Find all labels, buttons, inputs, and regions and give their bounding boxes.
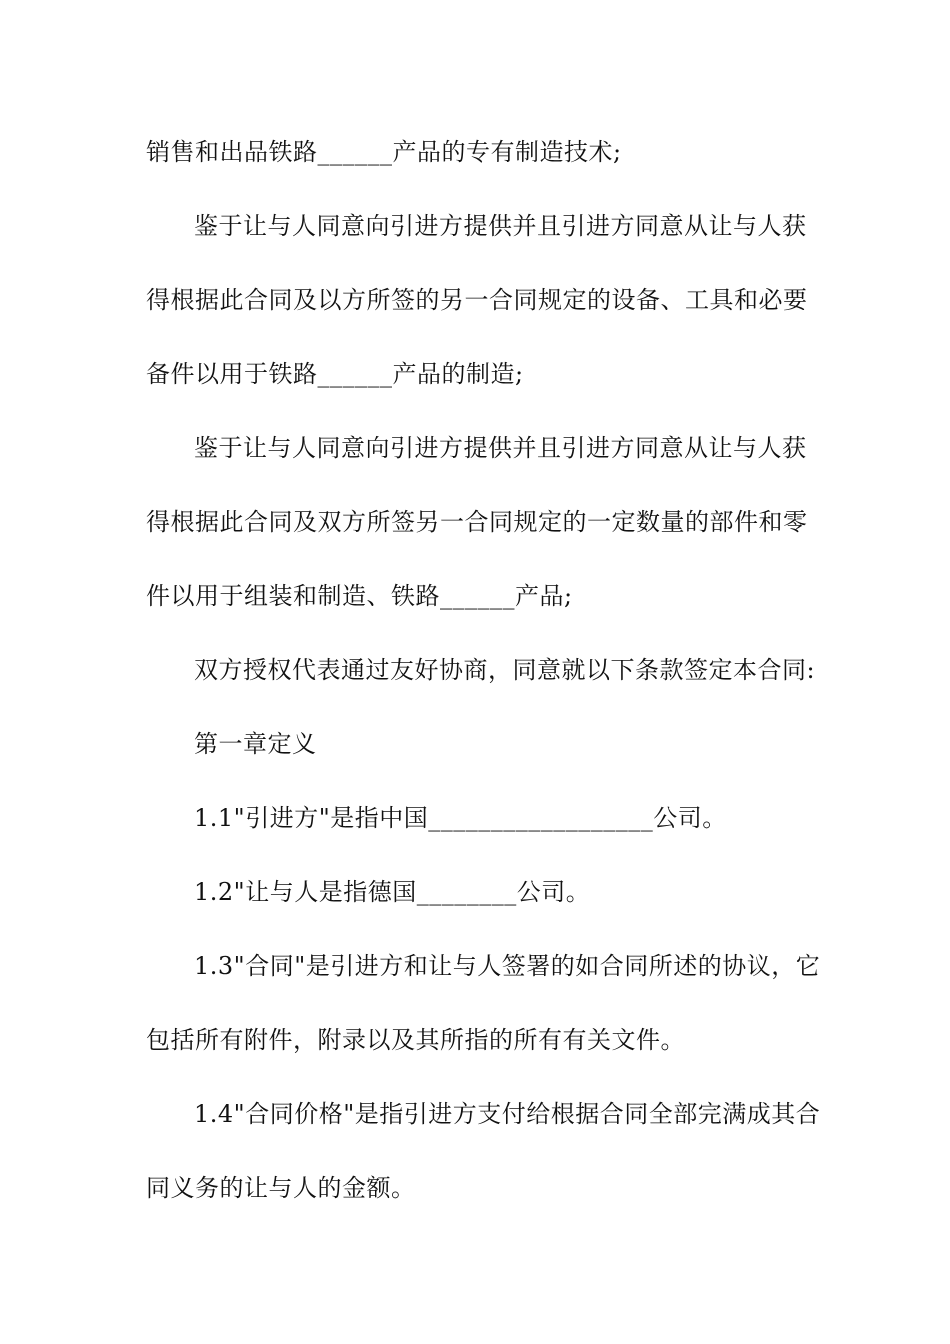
paragraph-start: 鉴于让与人同意向引进方提供并且引进方同意从让与人获 xyxy=(194,434,807,462)
text-line: 同义务的让与人的金额。 xyxy=(146,1174,416,1202)
definition-1-4: 1.4"合同价格"是指引进方支付给根据合同全部完满成其合 xyxy=(194,1100,821,1128)
section-heading: 第一章定义 xyxy=(194,730,317,758)
definition-1-2: 1.2"让与人是指德国________公司。 xyxy=(194,878,591,906)
text-line: 得根据此合同及双方所签另一合同规定的一定数量的部件和零 xyxy=(146,508,808,536)
text-line: 包括所有附件，附录以及其所指的所有有关文件。 xyxy=(146,1026,685,1054)
text-line: 销售和出品铁路______产品的专有制造技术; xyxy=(146,138,622,166)
definition-1-3: 1.3"合同"是引进方和让与人签署的如合同所述的协议，它 xyxy=(194,952,821,980)
definition-1-1: 1.1"引进方"是指中国__________________公司。 xyxy=(194,804,727,832)
text-line: 备件以用于铁路______产品的制造; xyxy=(146,360,524,388)
text-line: 得根据此合同及以方所签的另一合同规定的设备、工具和必要 xyxy=(146,286,808,314)
paragraph-start: 鉴于让与人同意向引进方提供并且引进方同意从让与人获 xyxy=(194,212,807,240)
text-line: 件以用于组装和制造、铁路______产品; xyxy=(146,582,573,610)
paragraph-start: 双方授权代表通过友好协商，同意就以下条款签定本合同: xyxy=(194,656,816,684)
